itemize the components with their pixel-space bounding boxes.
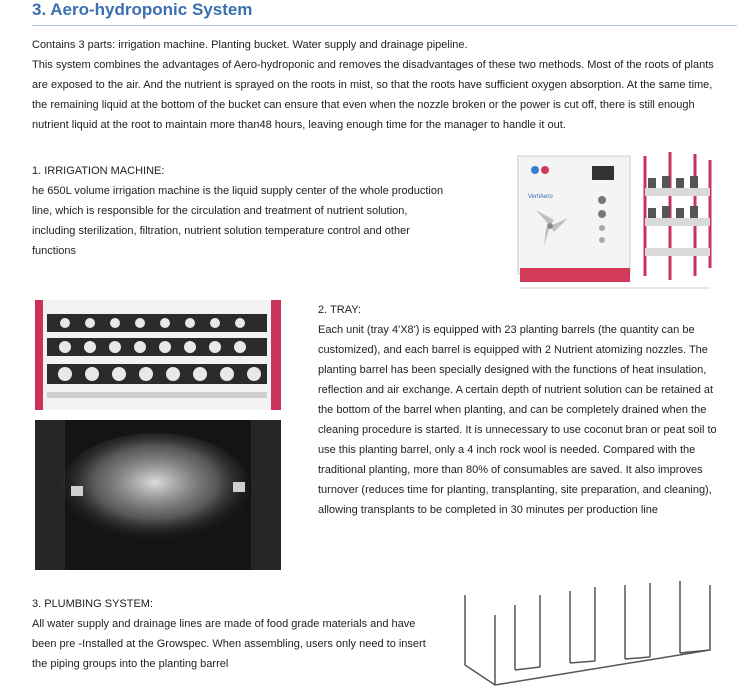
intro-parts: Contains 3 parts: irrigation machine. Planting bucket. Water supply and drainage pipeline. <box>32 39 468 51</box>
section-plumbing-heading: 3. PLUMBING SYSTEM: <box>32 598 154 610</box>
section-tray-heading: 2. TRAY: <box>318 304 362 316</box>
irrigation-machine-image <box>510 148 715 293</box>
section-plumbing <box>32 594 442 674</box>
title-divider <box>32 25 737 26</box>
section-tray-body: Each unit (tray 4'X8') is equipped with 23 planting barrels (the quantity can be customized), and each barrel is equipped with 2 Nutrient atomizing nozzles. The planting barrel has been specially designed with the functions of heat insulation, reflection and air exchange. A certain depth of nutrient solution can be retained at the bottom of the barrel when planting, and can be completely drained when the cleaning procedure is started. It is unnecessary to use coconut bran or peat soil to use this planting barrel, only a 4 inch rock wool is needed. Compared with the traditional planting, more than 80% of consumables are saved. It also improves turnover (reduces time for planting, transplanting, site preparation, and cleaning), allowing transplants to be completed in 30 minutes per production line <box>318 324 717 516</box>
intro-description: This system combines the advantages of Aero-hydroponic and removes the disadvantages of these two methods. Most of the roots of plants are exposed to the air. And the nutrient is sprayed on the roots in mist, so that the roots have sufficient oxygen absorption. At the same time, the remaining liquid at the bottom of the bucket can ensure that even when the nozzle broken or the power is cut off, there is still enough nutrient liquid at the root to maintain more than48 hours, leaving enough time for the manager to handle it out. <box>32 59 714 131</box>
plumbing-image <box>455 575 725 690</box>
section-irrigation <box>32 161 452 261</box>
machine-logo: VertiAero <box>528 194 553 200</box>
section-irrigation-heading: 1. IRRIGATION MACHINE: <box>32 165 165 177</box>
intro-text <box>32 35 722 135</box>
page-title: 3. Aero-hydroponic System <box>32 0 253 19</box>
section-tray <box>318 300 723 520</box>
tray-image <box>35 300 281 410</box>
mist-nozzle-image <box>35 420 281 570</box>
section-irrigation-body: he 650L volume irrigation machine is the liquid supply center of the whole production line, which is responsible for the circulation and treatment of nutrient solution, including sterilization, filtration, nutrient solution temperature control and other functions <box>32 185 444 257</box>
section-plumbing-body: All water supply and drainage lines are made of food grade materials and have been pre -Installed at the Growspec. When assembling, users only need to insert the piping groups into the planting barrel <box>32 618 426 670</box>
